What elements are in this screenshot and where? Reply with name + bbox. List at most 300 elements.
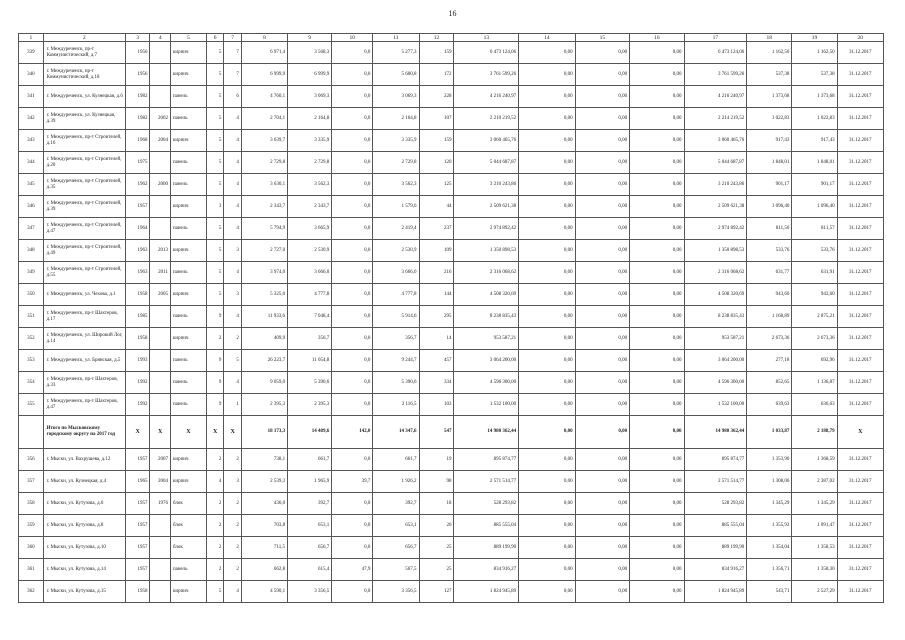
table-cell: 356,7 (373, 328, 419, 350)
table-cell: г. Междуреченск, пр-т Шахтеров, д.17 (43, 306, 125, 328)
table-cell: 1 358,53 (792, 537, 837, 559)
table-cell: 4 (224, 130, 241, 152)
table-cell: 2 530,9 (288, 240, 332, 262)
column-number: 11 (373, 34, 419, 42)
table-cell: 0,00 (519, 42, 576, 64)
table-cell: 1 345,29 (747, 493, 792, 515)
table-cell: 2 727,0 (241, 240, 287, 262)
table-row (19, 581, 884, 603)
table-cell: 0,0 (332, 537, 373, 559)
table-cell: 1 355,93 (747, 515, 792, 537)
table-cell: 2000 (150, 174, 171, 196)
table-cell: 3 (224, 284, 241, 306)
table-cell: г. Междуреченск, пр-т Строителей, д.35 (43, 174, 125, 196)
table-cell: 0,00 (575, 174, 629, 196)
table-cell: 9 059,0 (241, 372, 287, 394)
table-cell: 31.12.2017 (837, 372, 883, 394)
table-cell: 457 (419, 350, 454, 372)
table-cell: 5 (206, 42, 223, 64)
table-cell: 0,00 (630, 152, 684, 174)
table-cell: 2 571 514,77 (684, 471, 747, 493)
table-cell: 2011 (150, 262, 171, 284)
table-cell: 0,00 (575, 581, 629, 603)
table-cell: кирпич (170, 130, 206, 152)
table-cell: 354 (19, 372, 44, 394)
table-cell: 0,0 (332, 449, 373, 471)
table-cell: 547 (419, 416, 454, 449)
table-cell: 0,00 (519, 537, 576, 559)
table-cell: 4 (224, 262, 241, 284)
table-cell: 2 (206, 449, 223, 471)
column-number: 20 (837, 34, 883, 42)
table-row (19, 42, 884, 64)
table-cell: 4 (224, 152, 241, 174)
table-cell: г. Междуреченск, пр-т Строителей, д.16 (43, 130, 125, 152)
table-cell: 2 (224, 515, 241, 537)
table-cell: г. Мыски, ул. Кутузова, д.8 (43, 515, 125, 537)
table-cell: 31.12.2017 (837, 64, 883, 86)
table-cell: 0,0 (332, 350, 373, 372)
table-cell: 31.12.2017 (837, 394, 883, 416)
table-cell: 1 308,06 (747, 471, 792, 493)
table-cell: 26 (419, 515, 454, 537)
table-cell (150, 372, 171, 394)
table-cell: 6 999,9 (241, 64, 287, 86)
table-cell: 0,00 (519, 306, 576, 328)
table-cell: 0,00 (630, 416, 684, 449)
table-cell: 2 395,3 (241, 394, 287, 416)
table-cell: 953 587,21 (684, 328, 747, 350)
table-cell: 3 356,5 (288, 581, 332, 603)
table-cell: 1 356,71 (747, 559, 792, 581)
table-cell: 0,00 (630, 240, 684, 262)
table-cell: 4 (224, 108, 241, 130)
table-cell: 4 (224, 581, 241, 603)
table-cell: 2013 (150, 240, 171, 262)
table-cell: 344 (19, 152, 44, 174)
table-cell: 4 760,1 (241, 86, 287, 108)
table-cell: 661,7 (288, 449, 332, 471)
table-cell: 1957 (125, 493, 150, 515)
table-cell: 0,0 (332, 581, 373, 603)
table-cell: 2 (224, 328, 241, 350)
table-cell: 0,00 (519, 86, 576, 108)
table-cell: 1 136,87 (792, 372, 837, 394)
table-cell: 0,00 (519, 174, 576, 196)
table-cell: 2005 (150, 284, 171, 306)
table-cell: 2 316 068,62 (684, 262, 747, 284)
table-cell: 39,7 (332, 471, 373, 493)
table-cell: 2 188,79 (792, 416, 837, 449)
column-number: 8 (241, 34, 287, 42)
table-cell: 11 933,6 (241, 306, 287, 328)
table-cell: 1 532 100,00 (684, 394, 747, 416)
table-cell: 1 022,83 (792, 108, 837, 130)
table-cell: 2 387,02 (792, 471, 837, 493)
table-cell: 31.12.2017 (837, 328, 883, 350)
table-cell: 31.12.2017 (837, 449, 883, 471)
table-cell: 0,0 (332, 86, 373, 108)
table-cell: 1 162,50 (747, 42, 792, 64)
table-cell: 0,00 (630, 471, 684, 493)
table-cell: 1 848,01 (792, 152, 837, 174)
table-cell: 8 238 835,43 (454, 306, 519, 328)
table-cell: 0,00 (630, 284, 684, 306)
table-cell: 631,91 (792, 262, 837, 284)
table-cell: 4 (224, 372, 241, 394)
table-cell: 533,76 (792, 240, 837, 262)
table-cell: 3 568,3 (288, 42, 332, 64)
table-cell: 5 (206, 174, 223, 196)
table-cell: 0,00 (575, 152, 629, 174)
table-cell: г. Междуреченск, пр-т Шахтеров, д.47 (43, 394, 125, 416)
table-cell: 98 (419, 471, 454, 493)
table-cell: 528 293,82 (684, 493, 747, 515)
table-cell (150, 328, 171, 350)
table-cell: 0,0 (332, 306, 373, 328)
table-cell: 2 210 219,52 (454, 108, 519, 130)
housing-register-table (18, 33, 884, 603)
table-cell: 347 (19, 218, 44, 240)
table-cell: 0,00 (575, 416, 629, 449)
table-cell: 358 (19, 493, 44, 515)
table-cell: кирпич (170, 449, 206, 471)
table-cell: 0,0 (332, 515, 373, 537)
table-cell: 1 358,30 (792, 559, 837, 581)
table-cell: 109 (419, 240, 454, 262)
table-cell: кирпич (170, 42, 206, 64)
table-row (19, 108, 884, 130)
table-cell: панель (170, 108, 206, 130)
table-cell: 567,5 (373, 559, 419, 581)
table-cell: 5 914,6 (373, 306, 419, 328)
table-cell: 0,00 (575, 372, 629, 394)
table-cell: 1 965,9 (288, 471, 332, 493)
table-row (19, 493, 884, 515)
table-cell: 0,00 (575, 515, 629, 537)
table-cell: 0,00 (575, 559, 629, 581)
table-cell: кирпич (170, 284, 206, 306)
table-cell (150, 515, 171, 537)
table-cell: 0,00 (519, 581, 576, 603)
table-row (19, 240, 884, 262)
table-cell: 31.12.2017 (837, 218, 883, 240)
table-cell: г. Мыски, ул. Кутузова, д.15 (43, 581, 125, 603)
table-cell: 351 (19, 306, 44, 328)
table-cell: 125 (419, 174, 454, 196)
table-cell: 5 (206, 64, 223, 86)
table-cell: 0,0 (332, 64, 373, 86)
table-cell: 1956 (125, 42, 150, 64)
table-cell: г. Междуреченск, ул. Широкий Лог, д.14 (43, 328, 125, 350)
table-cell: 1958 (125, 581, 150, 603)
table-cell: 1 096,40 (792, 196, 837, 218)
table-cell: 349 (19, 262, 44, 284)
table-cell: 3 335,9 (288, 130, 332, 152)
table-cell: 2 316 068,62 (454, 262, 519, 284)
table-cell: 2 (224, 449, 241, 471)
table-cell: 0,0 (332, 218, 373, 240)
table-cell: г. Мыски, ул. Кутузова, д.6 (43, 493, 125, 515)
table-cell: 343 (19, 130, 44, 152)
table-cell: 1957 (125, 559, 150, 581)
table-cell: 5 (206, 262, 223, 284)
table-cell: 0,00 (575, 86, 629, 108)
table-cell: 0,00 (575, 108, 629, 130)
table-cell: 355 (19, 394, 44, 416)
table-cell: 3 (206, 196, 223, 218)
table-cell: 3 356,5 (373, 581, 419, 603)
table-cell: 2 729,8 (288, 152, 332, 174)
table-cell: 4 777,8 (373, 284, 419, 306)
table-cell: 1 (224, 394, 241, 416)
table-row (19, 196, 884, 218)
table-cell: 144 (419, 284, 454, 306)
table-cell: 1992 (125, 372, 150, 394)
table-cell: 0,00 (575, 493, 629, 515)
table-cell: 1 532 100,00 (454, 394, 519, 416)
table-cell: 107 (419, 108, 454, 130)
table-cell: 5 (206, 284, 223, 306)
table-cell: 0,00 (519, 471, 576, 493)
table-cell: г. Междуреченск, пр-т Строителей, д.20 (43, 152, 125, 174)
table-cell: X (224, 416, 241, 449)
table-cell: 31.12.2017 (837, 581, 883, 603)
table-row (19, 449, 884, 471)
table-cell: 0,00 (575, 240, 629, 262)
table-cell: 6 473 124,06 (684, 42, 747, 64)
table-cell (150, 196, 171, 218)
table-row (19, 130, 884, 152)
table-cell: 1958 (125, 284, 150, 306)
table-cell: 4 596 300,00 (684, 372, 747, 394)
table-cell: 9 (206, 306, 223, 328)
table-cell: 31.12.2017 (837, 42, 883, 64)
table-cell: 2 974 892,42 (454, 218, 519, 240)
table-cell: 4 590,1 (241, 581, 287, 603)
table-cell: 0,00 (519, 559, 576, 581)
table-cell: 1976 (150, 493, 171, 515)
table-cell: панель (170, 86, 206, 108)
table-cell: 340 (19, 64, 44, 86)
table-cell (150, 581, 171, 603)
table-cell: 1 354,04 (747, 537, 792, 559)
column-number: 10 (332, 34, 373, 42)
table-cell: 1982 (125, 86, 150, 108)
table-cell: 0,00 (519, 130, 576, 152)
table-cell: 26 223,7 (241, 350, 287, 372)
table-cell: 31.12.2017 (837, 108, 883, 130)
table-cell (19, 416, 44, 449)
table-cell: 0,00 (519, 262, 576, 284)
table-cell: 31.12.2017 (837, 86, 883, 108)
table-cell: блок (170, 537, 206, 559)
table-cell: 3 069,3 (288, 86, 332, 108)
table-cell: 409,9 (241, 328, 287, 350)
table-cell: 3 210 243,86 (454, 174, 519, 196)
table-cell: 142,0 (332, 416, 373, 449)
table-cell: 4 596 300,00 (454, 372, 519, 394)
table-cell: 2 395,3 (288, 394, 332, 416)
table-cell: 901,17 (747, 174, 792, 196)
table-cell: 5 044 687,87 (454, 152, 519, 174)
table-cell: 1 350 898,53 (454, 240, 519, 262)
table-cell: 1963 (125, 262, 150, 284)
table-cell: 0,00 (519, 284, 576, 306)
table-cell: 1993 (125, 350, 150, 372)
table-cell: 3 210 243,86 (684, 174, 747, 196)
table-cell: 895 874,77 (454, 449, 519, 471)
table-cell: 0,00 (630, 515, 684, 537)
table-cell: 0,00 (519, 218, 576, 240)
table-cell: 0,00 (519, 493, 576, 515)
table-cell: X (837, 416, 883, 449)
table-cell: 5 (206, 218, 223, 240)
table-cell: 11 054,8 (288, 350, 332, 372)
table-cell: 2 343,7 (241, 196, 287, 218)
table-cell: 2 (206, 493, 223, 515)
table-cell: 1965 (125, 471, 150, 493)
table-cell: 2 (206, 559, 223, 581)
table-cell (150, 152, 171, 174)
table-cell: 31.12.2017 (837, 130, 883, 152)
table-cell: 1 373,68 (792, 86, 837, 108)
table-cell: 615,4 (288, 559, 332, 581)
table-cell: 0,00 (575, 42, 629, 64)
table-cell: 0,00 (519, 394, 576, 416)
table-cell: 0,00 (519, 108, 576, 130)
table-cell: 361 (19, 559, 44, 581)
table-cell: 3 562,3 (288, 174, 332, 196)
table-cell: 1 373,68 (747, 86, 792, 108)
table-cell: 392,7 (373, 493, 419, 515)
table-cell: 237 (419, 218, 454, 240)
table-cell: 0,0 (332, 42, 373, 64)
table-cell: 1 368,59 (792, 449, 837, 471)
table-cell: 360 (19, 537, 44, 559)
table-cell: 1957 (125, 515, 150, 537)
table-cell: 0,0 (332, 284, 373, 306)
table-cell: 2 116,5 (373, 394, 419, 416)
table-cell: 356,7 (288, 328, 332, 350)
table-cell: 0,00 (519, 64, 576, 86)
table-cell: 31.12.2017 (837, 262, 883, 284)
table-cell: г. Мыски, ул. Кутузова, д.14 (43, 559, 125, 581)
table-cell: 901,17 (792, 174, 837, 196)
table-cell: 3 666,0 (373, 262, 419, 284)
table-cell: 543,71 (747, 581, 792, 603)
table-cell: 0,00 (630, 86, 684, 108)
table-cell: 342 (19, 108, 44, 130)
table-cell: 1992 (125, 394, 150, 416)
table-cell: 0,00 (575, 218, 629, 240)
column-number: 17 (684, 34, 747, 42)
table-row (19, 152, 884, 174)
table-cell: 9 (206, 372, 223, 394)
table-cell: 31.12.2017 (837, 559, 883, 581)
table-cell: 1956 (125, 64, 150, 86)
table-cell: 0,00 (519, 449, 576, 471)
table-cell: 3 666,0 (288, 262, 332, 284)
table-cell: 2004 (150, 130, 171, 152)
table-cell: г. Мыски, ул. Кутузова, д.10 (43, 537, 125, 559)
table-cell: 9 244,7 (373, 350, 419, 372)
table-cell: 2 729,8 (241, 152, 287, 174)
table-cell: г. Междуреченск, пр-т Строителей, д.39 (43, 196, 125, 218)
table-cell: 334 (419, 372, 454, 394)
table-cell: X (150, 416, 171, 449)
table-row (19, 174, 884, 196)
table-cell: 0,00 (519, 515, 576, 537)
table-cell: 639,63 (747, 394, 792, 416)
table-cell: 2 (206, 328, 223, 350)
column-number-row (19, 34, 884, 42)
table-row (19, 537, 884, 559)
table-cell: 1 022,83 (747, 108, 792, 130)
table-cell: 47,9 (332, 559, 373, 581)
table-cell: 0,00 (519, 196, 576, 218)
column-number: 16 (630, 34, 684, 42)
table-cell: 4 (224, 218, 241, 240)
column-number: 5 (170, 34, 206, 42)
table-cell: 7 (224, 64, 241, 86)
table-cell: 31.12.2017 (837, 493, 883, 515)
table-cell: 4 (206, 471, 223, 493)
table-cell: 0,00 (630, 108, 684, 130)
table-cell: 356 (19, 449, 44, 471)
table-cell: 2 214 219,52 (684, 108, 747, 130)
column-number: 12 (419, 34, 454, 42)
table-cell: 5 (206, 108, 223, 130)
table-cell: 834 916,27 (454, 559, 519, 581)
table-cell: 3 562,3 (373, 174, 419, 196)
table-cell: 6 971,4 (241, 42, 287, 64)
table-row (19, 262, 884, 284)
table-cell: 653,1 (373, 515, 419, 537)
table-cell: панель (170, 152, 206, 174)
table-cell: 120 (419, 152, 454, 174)
column-number: 9 (288, 34, 332, 42)
table-cell: 889 199,90 (454, 537, 519, 559)
column-number: 15 (575, 34, 629, 42)
table-cell: 656,7 (373, 537, 419, 559)
table-cell: 811,50 (747, 218, 792, 240)
table-cell: 18 173,3 (241, 416, 287, 449)
table-cell: 0,00 (519, 416, 576, 449)
table-cell: 0,00 (630, 174, 684, 196)
table-cell: 0,00 (630, 372, 684, 394)
table-cell: 3 060 465,76 (684, 130, 747, 152)
table-cell: 159 (419, 42, 454, 64)
table-cell: г. Междуреченск, пр-т Строителей, д.47 (43, 218, 125, 240)
table-cell: 14 980 362,44 (684, 416, 747, 449)
table-cell: 0,00 (575, 262, 629, 284)
table-cell: 2 164,8 (288, 108, 332, 130)
table-cell: 0,00 (630, 64, 684, 86)
table-cell: 0,00 (575, 64, 629, 86)
table-cell: 537,38 (747, 64, 792, 86)
table-cell: 8 238 835,43 (684, 306, 747, 328)
column-number: 4 (150, 34, 171, 42)
table-cell (150, 537, 171, 559)
table-cell: 0,00 (519, 328, 576, 350)
table-cell: 216 (419, 262, 454, 284)
table-cell: 811,57 (792, 218, 837, 240)
table-cell: 31.12.2017 (837, 471, 883, 493)
table-cell: панель (170, 306, 206, 328)
table-cell: панель (170, 350, 206, 372)
table-cell: 5 (206, 152, 223, 174)
